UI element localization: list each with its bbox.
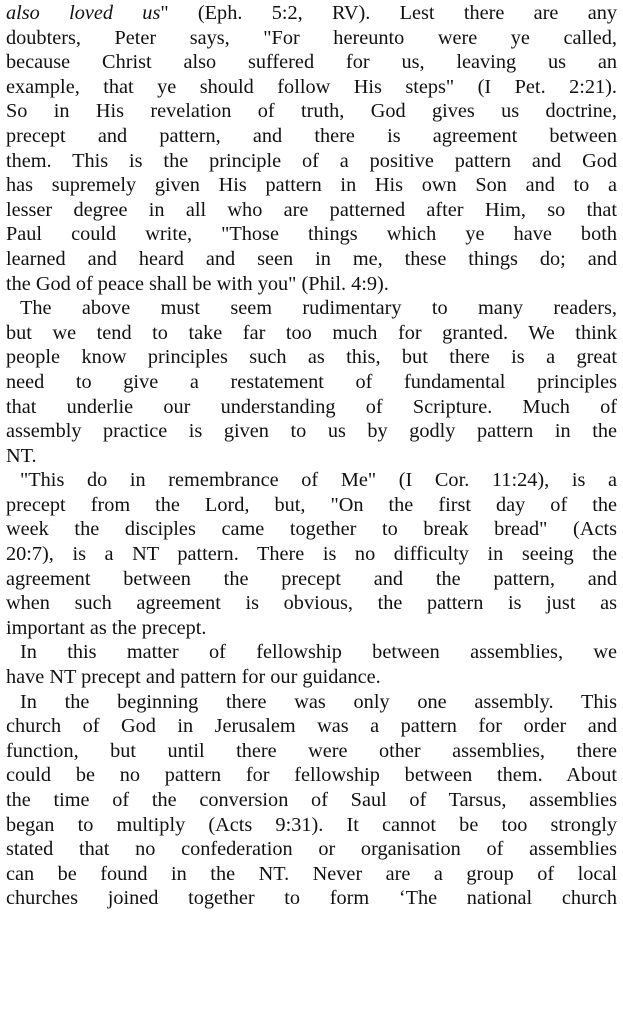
line-text: week the disciples came together to break bread" (Acts	[6, 518, 617, 541]
text-line	[6, 173, 617, 198]
line-text: doubters, Peter says, "For hereunto were ye called,	[6, 26, 617, 49]
italic-quote: also loved us	[6, 2, 161, 24]
line-text: important as the precept.	[6, 616, 207, 639]
text-line	[6, 493, 617, 518]
body-text	[6, 1, 617, 911]
text-line	[6, 763, 617, 788]
line-text: stated that no confederation or organisation of assemblies	[6, 838, 617, 861]
text-line	[6, 1, 617, 26]
line-text: the God of peace shall be with you" (Phil. 4:9).	[6, 272, 389, 295]
line-text: precept from the Lord, but, "On the first day of the	[6, 493, 617, 516]
paragraph	[6, 1, 617, 296]
line-text: function, but until there were other assemblies, there	[6, 739, 617, 762]
paragraph	[6, 640, 617, 689]
text-line	[6, 862, 617, 887]
line-text: agreement between the precept and the pattern, and	[6, 567, 617, 590]
text-line	[6, 198, 617, 223]
text-line	[6, 813, 617, 838]
line-text: when such agreement is obvious, the pattern is just as	[6, 592, 617, 615]
line-text: churches joined together to form ‘The national church	[6, 887, 617, 910]
line-text: but we tend to take far too much for granted. We think	[6, 321, 617, 344]
text-line	[6, 640, 617, 665]
text-line	[6, 665, 617, 690]
line-text: has supremely given His pattern in His own Son and to a	[6, 174, 617, 197]
line-text: have NT precept and pattern for our guidance.	[6, 666, 381, 689]
line-text: precept and pattern, and there is agreement between	[6, 124, 617, 147]
paragraph	[6, 690, 617, 911]
line-text: because Christ also suffered for us, leaving us an	[6, 51, 617, 74]
text-line	[6, 837, 617, 862]
text-line	[6, 247, 617, 272]
line-text: could be no pattern for fellowship between them. About	[6, 764, 617, 787]
text-line	[6, 50, 617, 75]
text-line	[6, 149, 617, 174]
line-text: example, that ye should follow His steps" (I Pet. 2:21).	[6, 75, 617, 98]
text-line	[6, 690, 617, 715]
text-line	[6, 886, 617, 911]
line-text: In the beginning there was only one assembly. This	[20, 690, 617, 713]
line-text: The above must seem rudimentary to many readers,	[20, 297, 617, 320]
line-text: So in His revelation of truth, God gives us doctrine,	[6, 100, 617, 123]
text-line	[6, 370, 617, 395]
line-text: began to multiply (Acts 9:31). It cannot be too strongly	[6, 813, 617, 836]
line-text: assembly practice is given to us by godly pattern in the	[6, 420, 617, 443]
line-text: church of God in Jerusalem was a pattern for order and	[6, 715, 617, 738]
text-line	[6, 419, 617, 444]
line-text: 20:7), is a NT pattern. There is no difficulty in seeing the	[6, 543, 617, 566]
line-text: them. This is the principle of a positive pattern and God	[6, 149, 617, 172]
line-text: In this matter of fellowship between assemblies, we	[20, 641, 617, 664]
line-text: learned and heard and seen in me, these things do; and	[6, 247, 617, 270]
text-line	[6, 517, 617, 542]
line-text: people know principles such as this, but there is a great	[6, 346, 617, 369]
text-line	[6, 124, 617, 149]
text-line	[6, 345, 617, 370]
paragraph	[6, 296, 617, 468]
text-line	[6, 75, 617, 100]
line-text: need to give a restatement of fundamental principles	[6, 370, 617, 393]
line-text: Paul could write, "Those things which ye have both	[6, 223, 617, 246]
text-line	[6, 542, 617, 567]
text-line	[6, 788, 617, 813]
text-line	[6, 99, 617, 124]
text-line	[6, 444, 617, 469]
line-text: can be found in the NT. Never are a group of local	[6, 862, 617, 885]
text-line	[6, 714, 617, 739]
line-text: "This do in remembrance of Me" (I Cor. 11:24), is a	[20, 469, 617, 492]
text-line	[6, 567, 617, 592]
line-text: that underlie our understanding of Scripture. Much of	[6, 395, 617, 418]
line-text: the time of the conversion of Saul of Tarsus, assemblies	[6, 789, 617, 811]
line-text: NT.	[6, 444, 37, 467]
text-line	[6, 321, 617, 346]
text-line	[6, 395, 617, 420]
text-line	[6, 296, 617, 321]
text-line	[6, 739, 617, 764]
text-line	[6, 222, 617, 247]
text-line	[6, 591, 617, 616]
line-text: lesser degree in all who are patterned after Him, so that	[6, 198, 617, 221]
line-text: " (Eph. 5:2, RV). Lest there are any	[160, 2, 617, 24]
text-line	[6, 26, 617, 51]
text-line	[6, 616, 617, 641]
text-line	[6, 272, 617, 297]
text-line	[6, 468, 617, 493]
paragraph	[6, 468, 617, 640]
